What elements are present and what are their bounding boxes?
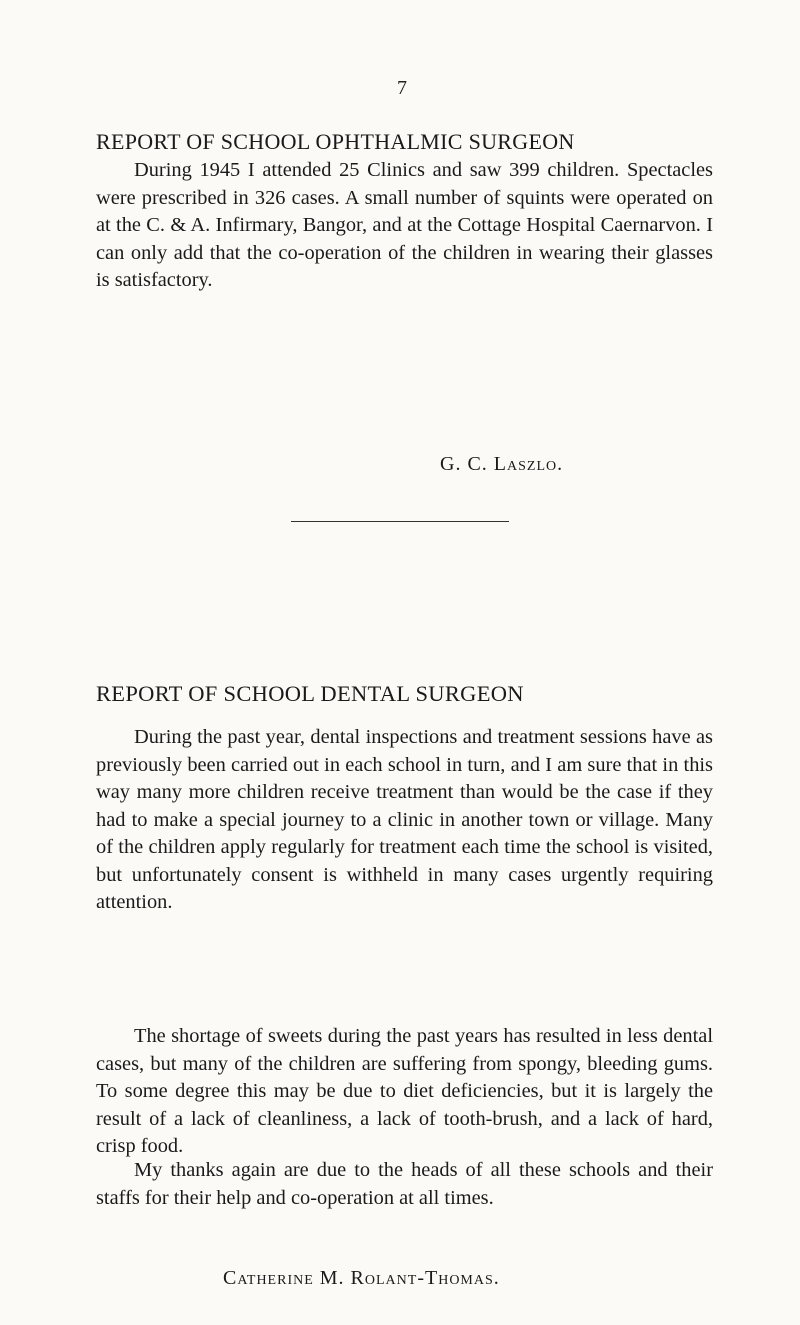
dental-report-paragraph: My thanks again are due to the heads of all these schools and their staffs for their help and co-operation at all times. bbox=[96, 1159, 713, 1209]
ophthalmic-report-signature: G. C. Laszlo. bbox=[440, 453, 564, 475]
page-number: 7 bbox=[397, 77, 407, 99]
ophthalmic-report-title: REPORT OF SCHOOL OPHTHALMIC SURGEON bbox=[96, 129, 575, 154]
dental-report-paragraph: During the past year, dental inspections and treatment sessions have as previously been carried out in each school in turn, and I am sure that in this way many more children receive treatment than would be the case if they had to make a special journey to a clinic in another town or village. Many of the children apply regularly for treatment each time the school is visited, but unfortunately consent is withheld in many cases urgently requiring attention. bbox=[96, 726, 713, 913]
dental-report-paragraph: The shortage of sweets during the past years has resulted in less dental cases, but many of the children are suffering from spongy, bleeding gums. To some degree this may be due to diet deficiencies, but it is largely the result of a lack of cleanliness, a lack of tooth-brush, and a lack of hard, crisp food. bbox=[96, 1025, 713, 1157]
section-divider bbox=[291, 521, 509, 522]
dental-report-signature: Catherine M. Rolant-Thomas. bbox=[223, 1267, 500, 1289]
ophthalmic-report-paragraph: During 1945 I attended 25 Clinics and saw 399 children. Spectacles were prescribed in 326 cases. A small number of squints were operated on at the C. & A. Infirmary, Bangor, and at the Cottage Hospital Caernarvon. I can only add that the co-operation of the children in wearing their glasses is satisfactory. bbox=[96, 159, 713, 291]
dental-report-title: REPORT OF SCHOOL DENTAL SURGEON bbox=[96, 681, 524, 706]
